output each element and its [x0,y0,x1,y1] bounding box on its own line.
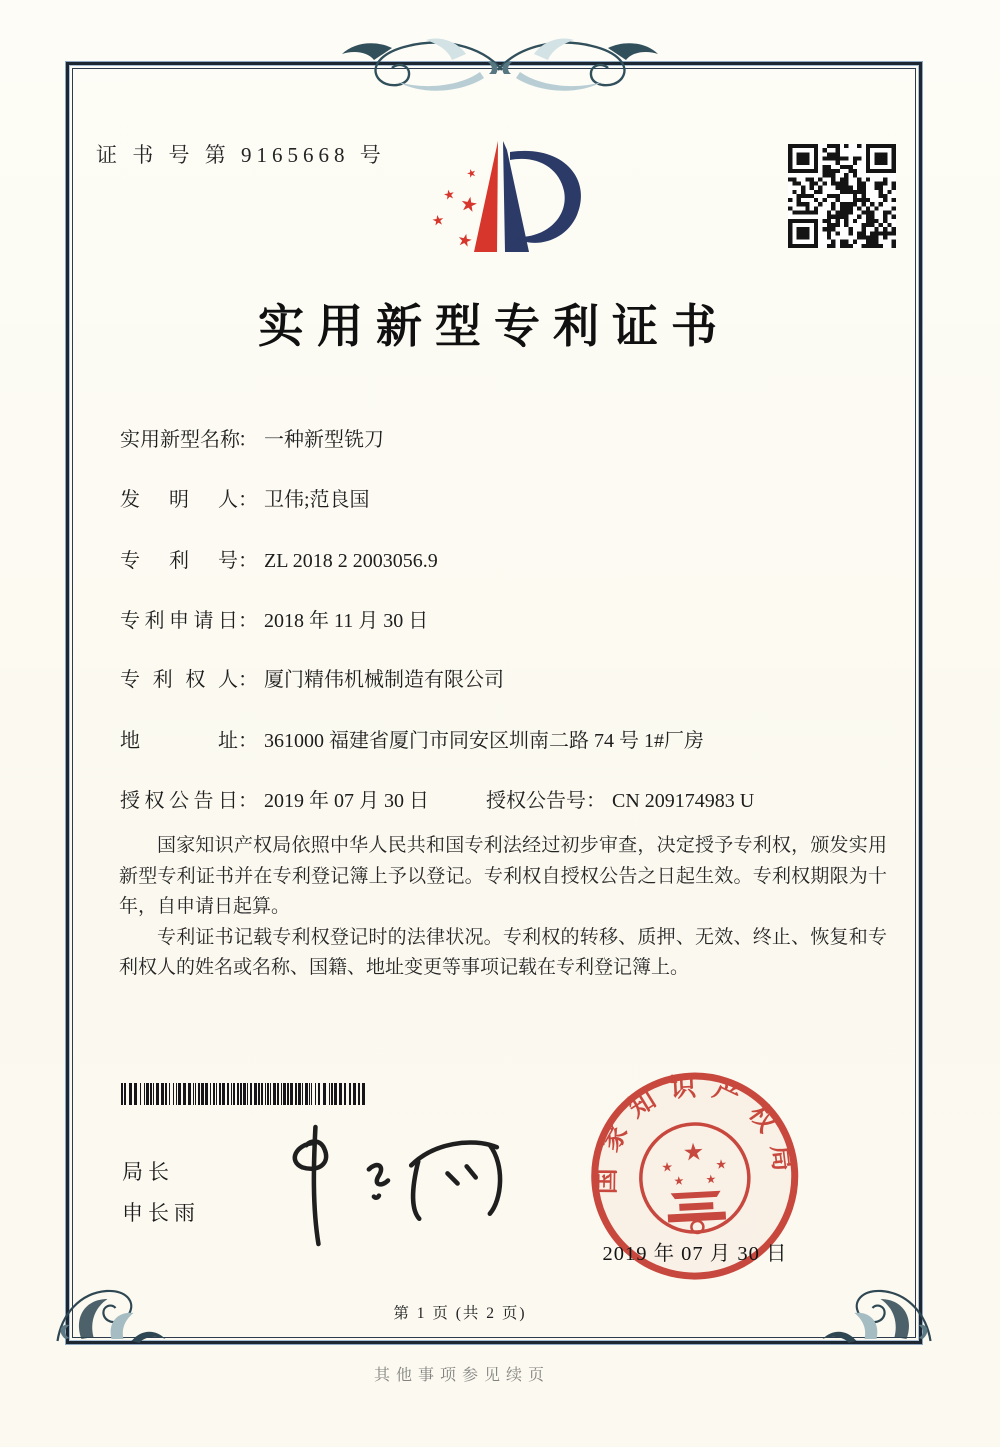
commissioner-name: 申长雨 [122,1202,200,1225]
field-label: 专利申请日 [120,610,238,632]
field-value: 2019 年 07 月 30 日 [264,790,429,812]
seal-circular-text: 国家知识产权局 [591,1071,800,1195]
certificate-title: 实用新型专利证书 [258,301,730,352]
corner-flourish-icon [810,1281,938,1347]
field-label: 专利权人 [120,669,238,691]
field-label: 实用新型名称 [120,429,240,451]
field-address: 地址： 361000 福建省厦门市同安区圳南二路 74 号 1#厂房 [120,724,704,753]
svg-text:★: ★ [458,192,480,218]
field-value: 厦门精伟机械制造有限公司 [264,669,504,691]
cnipa-logo-icon [406,136,598,256]
field-utility-model-name: 实用新型名称： 一种新型铣刀 [120,423,384,452]
field-inventor: 发明人： 卫伟;范良国 [120,483,370,512]
field-grant-number: 授权公告号： CN 209174983 U [486,790,755,812]
field-patentee: 专利权人： 厦门精伟机械制造有限公司 [120,663,504,692]
svg-text:★: ★ [673,1173,685,1189]
legal-text-block [119,831,887,984]
certificate-number: 证 书 号 第 9165668 号 [96,143,386,167]
field-value: ZL 2018 2 2003056.9 [264,550,438,572]
field-value: 卫伟;范良国 [264,489,370,511]
field-value: 2018 年 11 月 30 日 [264,610,429,632]
legal-paragraph: 专利证书记载专利权登记时的法律状况。专利权的转移、质押、无效、终止、恢复和专利权人的姓名或名称、国籍、地址变更等事项记载在专利登记簿上。 [119,926,887,978]
svg-text:★: ★ [455,229,475,252]
commissioner-title: 局长 [122,1161,174,1184]
official-seal [578,1058,814,1303]
svg-text:★: ★ [714,1156,728,1172]
field-patent-number: 专利号： ZL 2018 2 2003056.9 [120,544,438,573]
field-label: 授权公告日 [120,790,238,812]
field-label: 地址 [120,730,238,752]
field-label: 发明人 [120,489,238,511]
field-label: 专利号 [120,550,238,572]
legal-paragraph: 国家知识产权局依照中华人民共和国专利法经过初步审查，决定授予专利权，颁发实用新型专利证书并在专利登记簿上予以登记。专利权自授权公告之日起生效。专利权期限为十年，自申请日起算。 [119,835,887,917]
svg-text:★: ★ [705,1171,717,1187]
page-number: 第 1 页 (共 2 页) [393,1305,527,1322]
svg-text:★: ★ [661,1159,674,1175]
svg-text:★: ★ [430,213,446,230]
clipped-bottom-note: 其他事项参见续页 [374,1367,551,1384]
svg-text:★: ★ [682,1139,705,1167]
field-grant-row: 授权公告日： 2019 年 07 月 30 日 授权公告号： CN 209174983 U [120,784,429,813]
field-label: 授权公告号 [486,790,586,812]
field-value: 361000 福建省厦门市同安区圳南二路 74 号 1#厂房 [264,730,704,752]
svg-text:★: ★ [465,166,479,182]
signature-autograph-icon [260,1120,512,1248]
dragon-scroll-ornament-icon [330,30,670,92]
svg-text:★: ★ [441,185,457,204]
qr-code [788,144,896,248]
field-filing-date: 专利申请日： 2018 年 11 月 30 日 [120,604,428,633]
field-value: 一种新型铣刀 [264,429,384,451]
seal-date: 2019 年 07 月 30 日 [602,1243,788,1265]
corner-flourish-icon [50,1281,178,1347]
field-value: CN 209174983 U [612,790,755,812]
barcode [121,1083,373,1105]
